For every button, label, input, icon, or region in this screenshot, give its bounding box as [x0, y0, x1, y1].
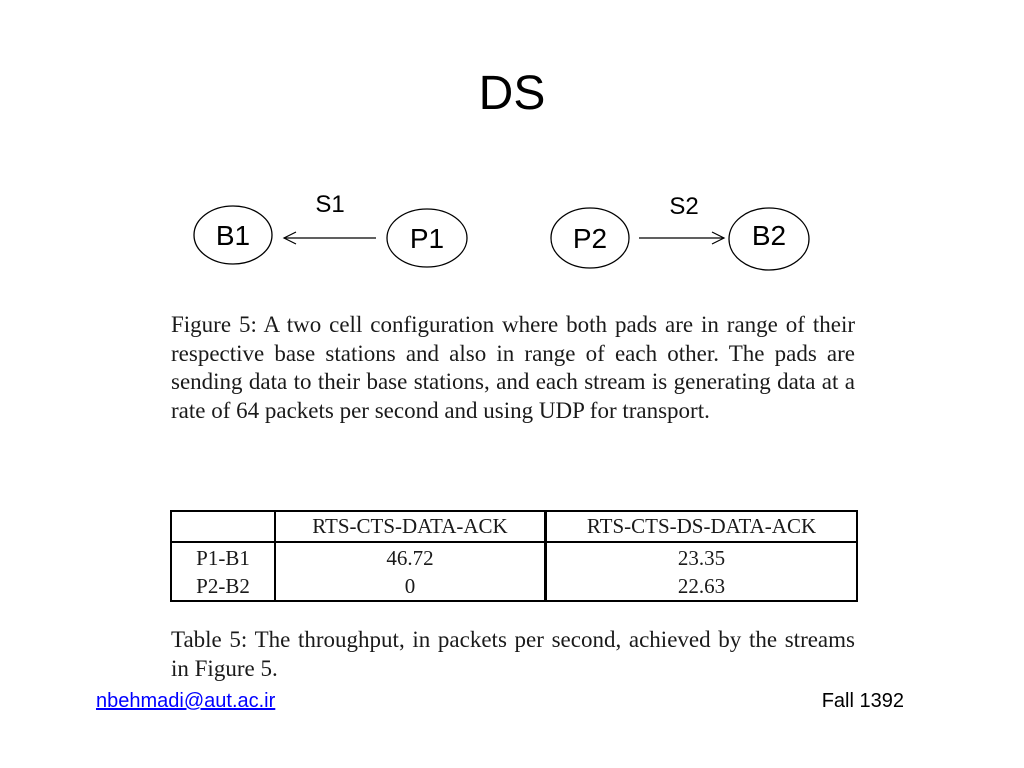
table-row-label: P2-B2 — [171, 572, 275, 601]
network-diagram — [180, 180, 840, 280]
table-cell: 23.35 — [546, 542, 858, 572]
table-header-row — [171, 511, 857, 542]
table-header-cell: RTS-CTS-DATA-ACK — [275, 511, 546, 542]
arrow-s1 — [284, 232, 376, 244]
table-cell: 22.63 — [546, 572, 858, 601]
table-row-label: P1-B1 — [171, 542, 275, 572]
node-p1-label: P1 — [409, 223, 445, 254]
arrow-s2 — [639, 232, 724, 244]
throughput-table — [170, 510, 858, 602]
table-row — [171, 542, 857, 572]
figure-caption: Figure 5: A two cell configuration where both pads are in range of their respective base stations and also in range of each other. The pads are sending data to their base stations, and each stream is generating data at a rate of 64 packets per second and using UDP for transport. — [171, 312, 855, 423]
table-cell: 46.72 — [275, 542, 546, 572]
table-caption: Table 5: The throughput, in packets per second, achieved by the streams in Figure 5. — [171, 627, 855, 681]
table-header-cell: RTS-CTS-DS-DATA-ACK — [546, 511, 858, 542]
stream-s1-label: S1 — [315, 191, 345, 218]
table-row — [171, 572, 857, 601]
table-cell: 0 — [275, 572, 546, 601]
footer-email-link[interactable]: nbehmadi@aut.ac.ir — [96, 690, 276, 712]
table-header-cell — [171, 511, 275, 542]
node-b1-label: B1 — [215, 220, 251, 251]
slide-title: DS — [478, 67, 546, 120]
node-p2-label: P2 — [572, 223, 608, 254]
footer-term: Fall 1392 — [821, 690, 904, 712]
stream-s2-label: S2 — [669, 193, 699, 220]
node-b2-label: B2 — [751, 220, 787, 251]
